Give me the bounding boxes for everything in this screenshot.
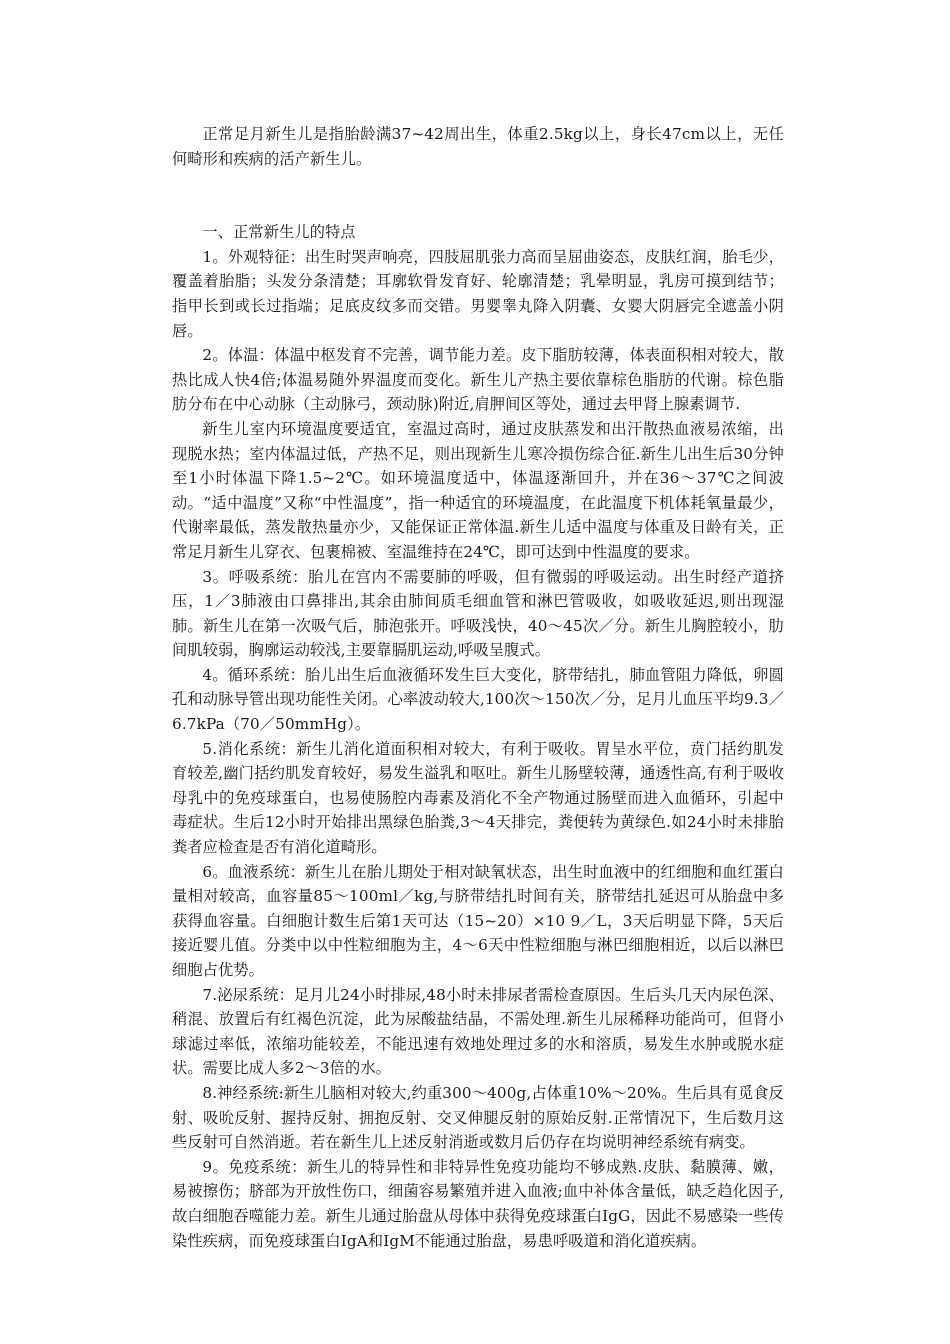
intro-paragraph: 正常足月新生儿是指胎龄满37~42周出生，体重2.5kg以上，身长47cm以上，无任何畸形和疾病的活产新生儿。 xyxy=(172,125,784,168)
paragraph-immune-system: 9。免疫系统：新生儿的特异性和非特异性免疫功能均不够成熟.皮肤、黏膜薄、嫩，易被擦伤；脐部为开放性伤口，细菌容易繁殖并进入血液;血中补体含量低，缺乏趋化因子,故白细胞吞噬能力差。新生儿通过胎盘从母体中获得免疫球蛋白IgG，因此不易感染一些传染性疾病，而免疫球蛋白IgA和IgM不能通过胎盘，易患呼吸道和消化道疾病。 xyxy=(172,1157,784,1250)
paragraph-blood-system: 6。血液系统：新生儿在胎儿期处于相对缺氧状态，出生时血液中的红细胞和血红蛋白量相对较高，血容量85～100ml／kg,与脐带结扎时间有关，脐带结扎延迟可从胎盘中多获得血容量。白细胞计数生后第1天可达（15~20）×10 9／L，3天后明显下降，5天后接近婴儿值。分类中以中性粒细胞为主，4～6天中性粒细胞与淋巴细胞相近，以后以淋巴细胞占优势。 xyxy=(172,862,784,979)
paragraph-body-temperature: 2。体温：体温中枢发育不完善，调节能力差。皮下脂肪较薄，体表面积相对较大，散热比成人快4倍;体温易随外界温度而变化。新生儿产热主要依靠棕色脂肪的代谢。棕色脂肪分布在中心动脉（主动脉弓，颈动脉)附近,肩胛间区等处，通过去甲肾上腺素调节. xyxy=(172,346,784,414)
paragraph-digestive-system: 5.消化系统：新生儿消化道面积相对较大，有利于吸收。胃呈水平位，贲门括约肌发育较差,幽门括约肌发育较好，易发生溢乳和呕吐。新生儿肠壁较薄，通透性高,有利于吸收母乳中的免疫球蛋白，也易使肠腔内毒素及消化不全产物通过肠壁而进入血循环，引起中毒症状。生后12小时开始排出黑绿色胎粪,3～4天排完，粪便转为黄绿色.如24小时未排胎粪者应检查是否有消化道畸形。 xyxy=(172,739,784,857)
paragraph-room-temperature: 新生儿室内环境温度要适宜，室温过高时，通过皮肤蒸发和出汗散热血液易浓缩，出现脱水热；室内体温过低，产热不足，则出现新生儿寒冷损伤综合征.新生儿出生后30分钟至1小时体温下降1.5~2℃。如环境温度适中，体温逐渐回升，并在36～37℃之间波动。“适中温度”又称“中性温度”，指一种适宜的环境温度，在此温度下机体耗氧量最少，代谢率最低，蒸发散热量亦少，又能保证正常体温.新生儿适中温度与体重及日龄有关，正常足月新生儿穿衣、包裹棉被、室温维持在24℃，即可达到中性温度的要求。 xyxy=(172,419,784,561)
paragraph-appearance: 1。外观特征：出生时哭声响亮，四肢屈肌张力高而呈屈曲姿态，皮肤红润，胎毛少，覆盖着胎脂；头发分条清楚；耳廓软骨发育好、轮廓清楚；乳晕明显，乳房可摸到结节；指甲长到或长过指端；足底皮纹多而交错。男婴睾丸降入阴囊、女婴大阴唇完全遮盖小阴唇。 xyxy=(172,247,784,340)
paragraph-urinary-system: 7.泌尿系统：足月儿24小时排尿,48小时未排尿者需检查原因。生后头几天内尿色深、稍混、放置后有红褐色沉淀，此为尿酸盐结晶，不需处理.新生儿尿稀释功能尚可，但肾小球滤过率低，浓缩功能较差，不能迅速有效地处理过多的水和溶质，易发生水肿或脱水症状。需要比成人多2～3倍的水。 xyxy=(172,985,784,1078)
paragraph-circulatory-system: 4。循环系统：胎儿出生后血液循环发生巨大变化，脐带结扎，肺血管阻力降低，卵圆孔和动脉导管出现功能性关闭。心率波动较大,100次～150次／分，足月儿血压平均9.3／6.7kPa（70／50mmHg）。 xyxy=(172,665,784,734)
document-body xyxy=(172,122,784,1253)
paragraph-nervous-system: 8.神经系统:新生儿脑相对较大,约重300～400g,占体重10%～20%。生后具有觅食反射、吸吮反射、握持反射、拥抱反射、交叉伸腿反射的原始反射.正常情况下，生后数月这些反射可自然消逝。若在新生儿上述反射消逝或数月后仍存在均说明神经系统有病变。 xyxy=(172,1083,784,1152)
section-heading: 一、正常新生儿的特点 xyxy=(202,223,356,242)
paragraph-respiratory-system: 3。呼吸系统：胎儿在宫内不需要肺的呼吸，但有微弱的呼吸运动。出生时经产道挤压，1／3肺液由口鼻排出,其余由肺间质毛细血管和淋巴管吸收，如吸收延迟,则出现湿肺。新生儿在第一次吸气后，肺泡张开。呼吸浅快，40～45次／分。新生儿胸腔较小，肋间肌较弱，胸廓运动较浅,主要靠膈肌运动,呼吸呈腹式。 xyxy=(172,567,784,660)
